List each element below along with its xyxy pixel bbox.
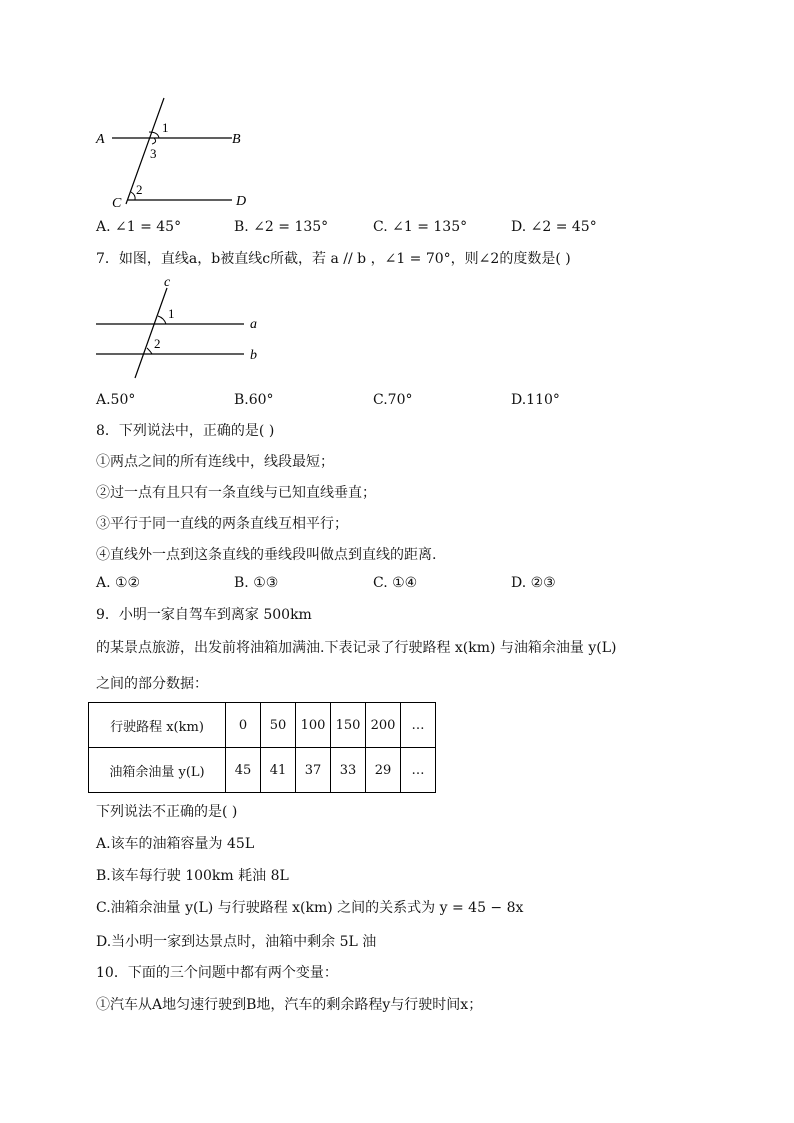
line-label-c: c	[164, 275, 171, 290]
table-cell: 41	[261, 748, 296, 793]
table-cell: …	[401, 703, 436, 748]
angle-label-3: 3	[150, 146, 157, 161]
table-row	[89, 748, 436, 793]
table-cell: 33	[331, 748, 366, 793]
figure-parallel-lines-ab	[92, 272, 272, 382]
q7-option-c: C.70°	[373, 392, 413, 408]
q6-option-b: B. ∠2 = 135°	[234, 219, 329, 235]
q9-option-a: A.该车的油箱容量为 45L	[96, 836, 255, 852]
q9-option-d: D.当小明一家到达景点时，油箱中剩余 5L 油	[96, 934, 377, 950]
q9-line-2: 的某景点旅游，出发前将油箱加满油.下表记录了行驶路程 x(km) 与油箱余油量 y(L)	[96, 640, 617, 656]
q9-line-3: 之间的部分数据：	[96, 676, 208, 692]
q6-option-c: C. ∠1 = 135°	[373, 219, 468, 235]
line-label-a: a	[250, 317, 257, 332]
angle-label-1: 1	[162, 120, 169, 135]
q8-option-c: C. ①④	[373, 575, 418, 591]
q6-option-a: A. ∠1 = 45°	[96, 219, 182, 235]
table-row	[89, 703, 436, 748]
q8-text: 8．下列说法中，正确的是( )	[96, 423, 275, 439]
table-header-fuel: 油箱余油量 y(L)	[89, 748, 226, 793]
q9-line-1: 9．小明一家自驾车到离家 500km	[96, 607, 312, 623]
table-cell: 100	[296, 703, 331, 748]
q8-option-a: A. ①②	[96, 575, 141, 591]
q9-data-table	[88, 702, 436, 793]
figure-parallel-lines-abcd	[92, 92, 272, 214]
label-B: B	[232, 132, 241, 147]
q8-option-b: B. ①③	[234, 575, 279, 591]
table-header-distance: 行驶路程 x(km)	[89, 703, 226, 748]
q8-item-4: ④直线外一点到这条直线的垂线段叫做点到直线的距离.	[96, 547, 437, 563]
table-cell: 50	[261, 703, 296, 748]
q7-option-d: D.110°	[511, 392, 560, 408]
q7-option-a: A.50°	[96, 392, 136, 408]
q8-item-2: ②过一点有且只有一条直线与已知直线垂直；	[96, 485, 376, 501]
q8-option-d: D. ②③	[511, 575, 556, 591]
q9-question: 下列说法不正确的是( )	[96, 804, 238, 820]
table-cell: 45	[226, 748, 261, 793]
q9-option-c: C.油箱余油量 y(L) 与行驶路程 x(km) 之间的关系式为 y = 45 − 8x	[96, 900, 524, 916]
q8-item-3: ③平行于同一直线的两条直线互相平行；	[96, 516, 348, 532]
label-D: D	[236, 194, 247, 209]
table-cell: 200	[366, 703, 401, 748]
table-cell: 29	[366, 748, 401, 793]
angle-label-2: 2	[154, 336, 161, 351]
table-cell: 150	[331, 703, 366, 748]
line-label-b: b	[250, 348, 257, 363]
q9-option-b: B.该车每行驶 100km 耗油 8L	[96, 868, 289, 884]
label-C: C	[112, 196, 122, 211]
q10-text: 10．下面的三个问题中都有两个变量：	[96, 965, 338, 981]
q6-option-d: D. ∠2 = 45°	[511, 219, 597, 235]
angle-label-2: 2	[136, 182, 143, 197]
label-A: A	[96, 132, 105, 147]
q7-text: 7．如图，直线a，b被直线c所截，若 a // b ，∠1 = 70°，则∠2的度数是( )	[96, 251, 571, 267]
q10-item-1: ①汽车从A地匀速行驶到B地，汽车的剩余路程y与行驶时间x；	[96, 997, 483, 1013]
q7-option-b: B.60°	[234, 392, 274, 408]
q8-item-1: ①两点之间的所有连线中，线段最短；	[96, 454, 334, 470]
table-cell: …	[401, 748, 436, 793]
table-cell: 0	[226, 703, 261, 748]
table-cell: 37	[296, 748, 331, 793]
angle-label-1: 1	[168, 306, 175, 321]
